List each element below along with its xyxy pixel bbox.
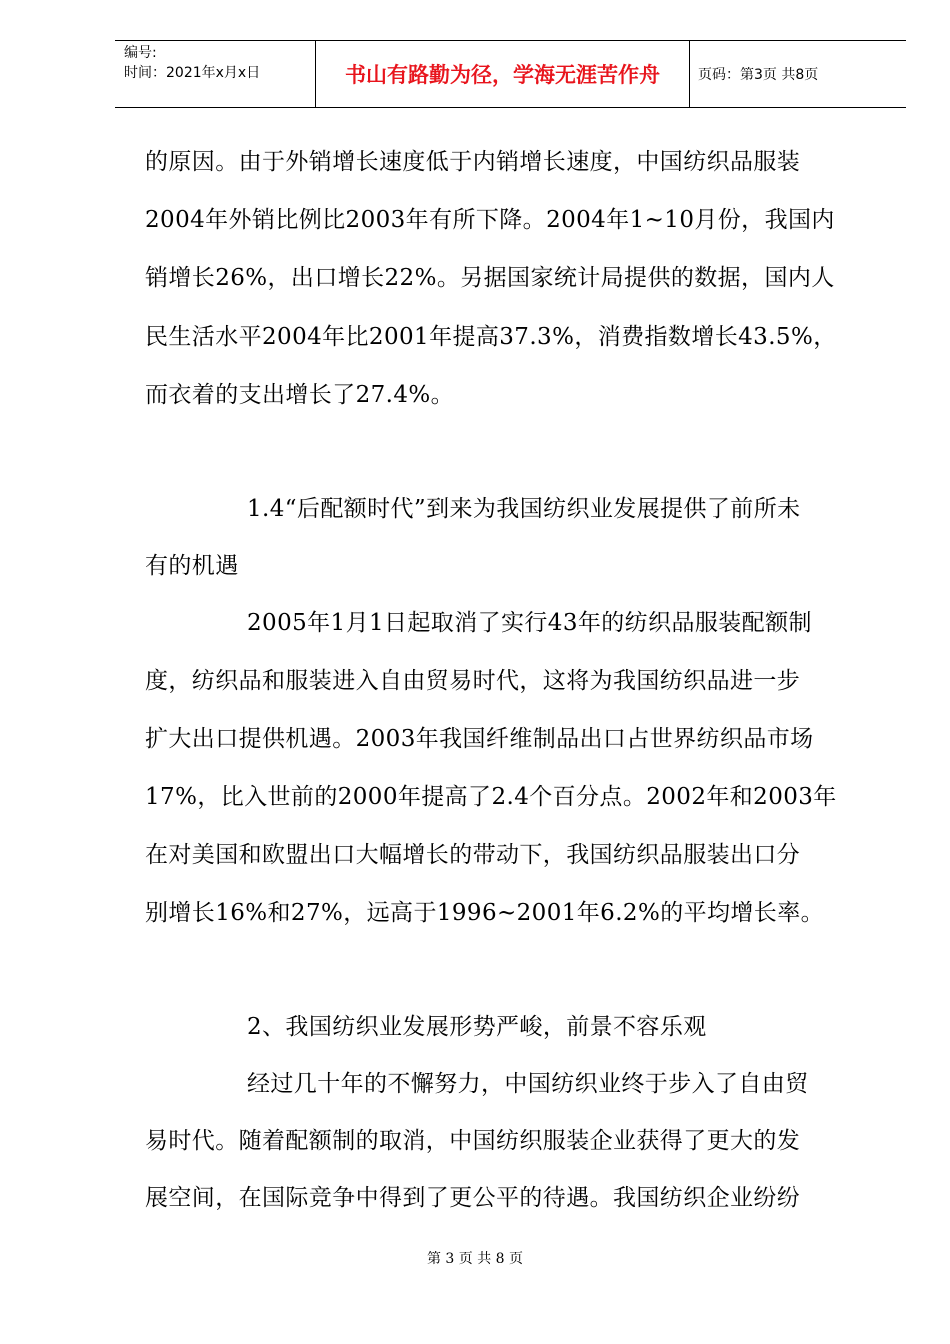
body-line: 展空间，在国际竞争中得到了更公平的待遇。我国纺织企业纷纷 [145, 1185, 801, 1211]
body-line: 扩大出口提供机遇。2003年我国纤维制品出口占世界纺织品市场 [145, 726, 814, 752]
body-line: 的原因。由于外销增长速度低于内销增长速度，中国纺织品服装 [145, 149, 801, 175]
body-line: 而衣着的支出增长了27.4%。 [145, 382, 455, 408]
page-header [115, 40, 906, 108]
section-heading-1-4-cont: 有的机遇 [145, 553, 239, 579]
body-line: 2004年外销比例比2003年有所下降。2004年1~10月份，我国内 [145, 207, 835, 233]
body-line: 度，纺织品和服装进入自由贸易时代，这将为我国纺织品进一步 [145, 668, 801, 694]
serial-label: 编号: [124, 45, 157, 61]
body-line: 易时代。随着配额制的取消，中国纺织服装企业获得了更大的发 [145, 1128, 801, 1154]
section-heading-2: 2、我国纺织业发展形势严峻，前景不容乐观 [247, 1014, 707, 1040]
header-page-info: 页码：第3页 共8页 [698, 67, 819, 83]
body-line: 在对美国和欧盟出口大幅增长的带动下，我国纺织品服装出口分 [145, 842, 801, 868]
section-heading-1-4: 1.4“后配额时代”到来为我国纺织业发展提供了前所未 [247, 496, 801, 522]
body-line: 销增长26%，出口增长22%。另据国家统计局提供的数据，国内人 [145, 265, 835, 291]
time-label: 时间：2021年x月x日 [124, 65, 261, 81]
body-line: 经过几十年的不懈努力，中国纺织业终于步入了自由贸 [247, 1071, 809, 1097]
page-footer [0, 1248, 950, 1268]
body-line: 2005年1月1日起取消了实行43年的纺织品服装配额制 [247, 610, 812, 636]
header-meta [115, 41, 316, 107]
header-motto: 书山有路勤为径，学海无涯苦作舟 [316, 41, 690, 107]
body-line: 民生活水平2004年比2001年提高37.3%，消费指数增长43.5%， [145, 324, 837, 350]
page-number: 第 3 页 共 8 页 [426, 1251, 524, 1267]
body-line: 17%，比入世前的2000年提高了2.4个百分点。2002年和2003年 [145, 784, 837, 810]
body-line: 别增长16%和27%，远高于1996~2001年6.2%的平均增长率。 [145, 900, 825, 926]
